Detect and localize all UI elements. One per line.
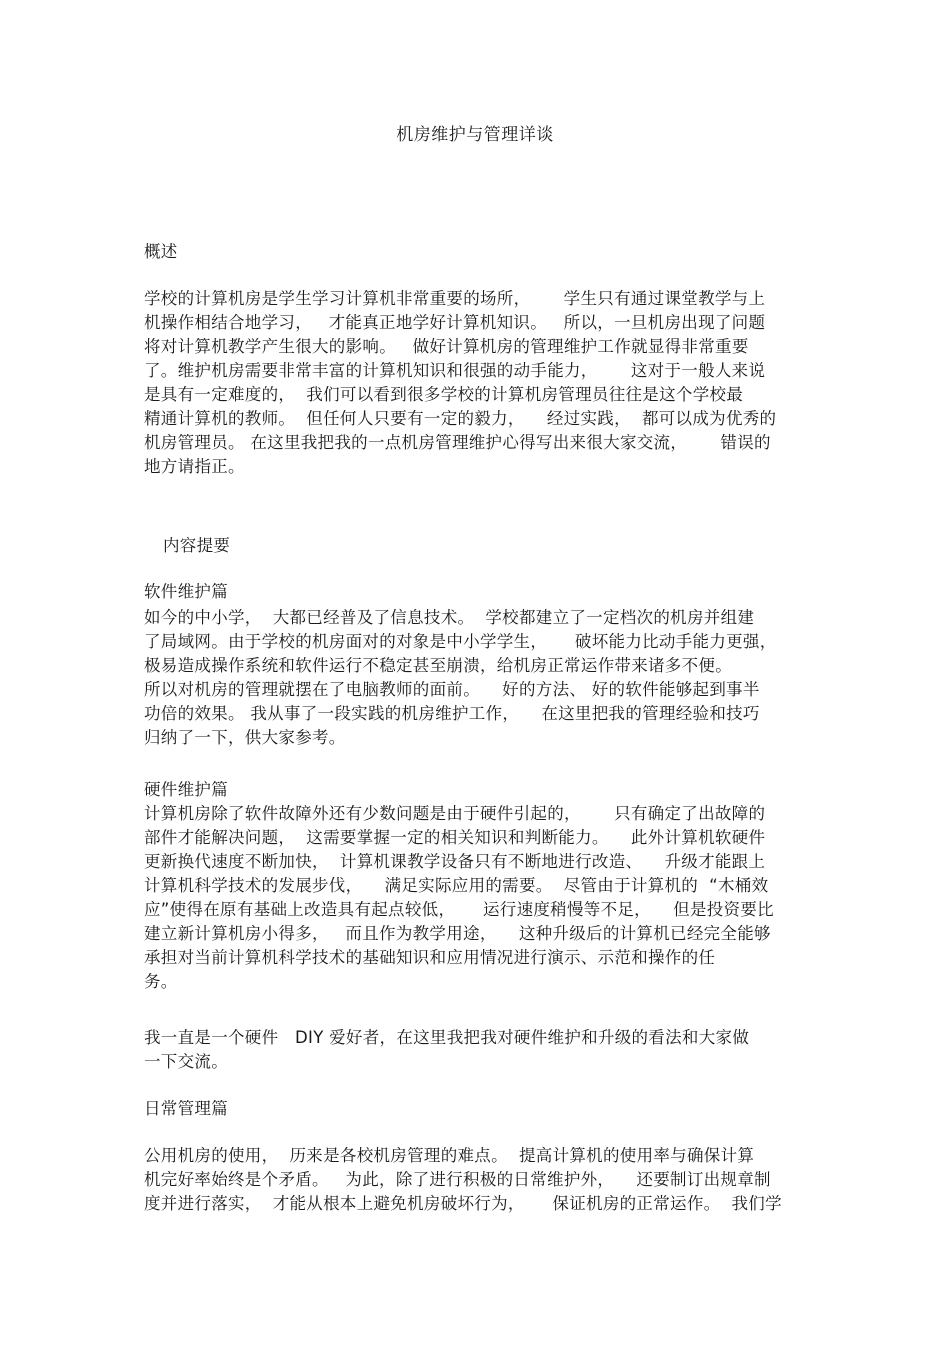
overview-paragraph [144,287,806,479]
paragraph-line: 机完好率始终是个矛盾。 为此，除了进行积极的日常维护外， 还要制订出规章制 [144,1170,771,1189]
paragraph-line: 计算机房除了软件故障外还有少数问题是由于硬件引起的， 只有确定了出故障的 [144,804,766,823]
paragraph-line: 我一直是一个硬件 DIY 爱好者，在这里我把我对硬件维护和升级的看法和大家做 [144,1028,750,1047]
paragraph-line: 了局域网。由于学校的机房面对的对象是中小学学生， 破坏能力比动手能力更强， [144,632,777,651]
paragraph-line: 所以对机房的管理就摆在了电脑教师的面前。 好的方法、 好的软件能够起到事半 [144,680,760,699]
paragraph-line: 如今的中小学， 大都已经普及了信息技术。 学校都建立了一定档次的机房并组建 [144,608,755,627]
paragraph-line: 机房管理员。 在这里我把我的一点机房管理维护心得写出来很大家交流， 错误的 [144,433,771,452]
software-heading: 软件维护篇 [144,582,228,601]
paragraph-line: 机操作相结合地学习， 才能真正地学好计算机知识。 所以，一旦机房出现了问题 [144,313,766,332]
paragraph-line: 将对计算机教学产生很大的影响。 做好计算机房的管理维护工作就显得非常重要 [144,337,749,356]
paragraph-line: 是具有一定难度的， 我们可以看到很多学校的计算机房管理员往往是这个学校最 [144,385,744,404]
paragraph-line: 精通计算机的教师。 但任何人只要有一定的毅力， 经过实践， 都可以成为优秀的 [144,409,777,428]
paragraph-line: 归纳了一下，供大家参考。 [144,728,346,747]
diy-paragraph [144,1026,806,1074]
paragraph-line: 应”使得在原有基础上改造具有起点较低， 运行速度稍慢等不足， 但是投资要比 [144,900,774,919]
paragraph-line: 功倍的效果。 我从事了一段实践的机房维护工作， 在这里把我的管理经验和技巧 [144,704,760,723]
paragraph-line: 建立新计算机房小得多， 而且作为教学用途， 这种升级后的计算机已经完全能够 [144,924,771,943]
paragraph-line: 公用机房的使用， 历来是各校机房管理的难点。 提高计算机的使用率与确保计算 [144,1146,755,1165]
summary-heading: 内容提要 [163,536,231,555]
paragraph-line: 部件才能解决问题， 这需要掌握一定的相关知识和判断能力。 此外计算机软硬件 [144,828,766,847]
daily-paragraph [144,1144,806,1216]
paragraph-line: 地方请指正。 [144,457,245,476]
paragraph-line: 务。 [144,972,178,991]
overview-heading: 概述 [144,242,178,261]
hardware-paragraph [144,802,806,994]
paragraph-line: 承担对当前计算机科学技术的基础知识和应用情况进行演示、示范和操作的任 [144,948,716,967]
paragraph-line: 学校的计算机房是学生学习计算机非常重要的场所， 学生只有通过课堂教学与上 [144,289,766,308]
paragraph-line: 了。维护机房需要非常丰富的计算机知识和很强的动手能力， 这对于一般人来说 [144,361,766,380]
paragraph-line: 更新换代速度不断加快， 计算机课教学设备只有不断地进行改造、 升级才能跟上 [144,852,766,871]
document-title: 机房维护与管理详谈 [396,125,554,145]
paragraph-line: 度并进行落实， 才能从根本上避免机房破坏行为， 保证机房的正常运作。 我们学 [144,1194,782,1213]
paragraph-line: 极易造成操作系统和软件运行不稳定甚至崩溃，给机房正常运作带来诸多不便。 [144,656,732,675]
hardware-heading: 硬件维护篇 [144,780,228,799]
daily-heading: 日常管理篇 [144,1099,228,1118]
paragraph-line: 计算机科学技术的发展步伐， 满足实际应用的需要。 尽管由于计算机的 “木桶效 [144,876,769,895]
software-paragraph [144,606,806,750]
paragraph-line: 一下交流。 [144,1052,228,1071]
